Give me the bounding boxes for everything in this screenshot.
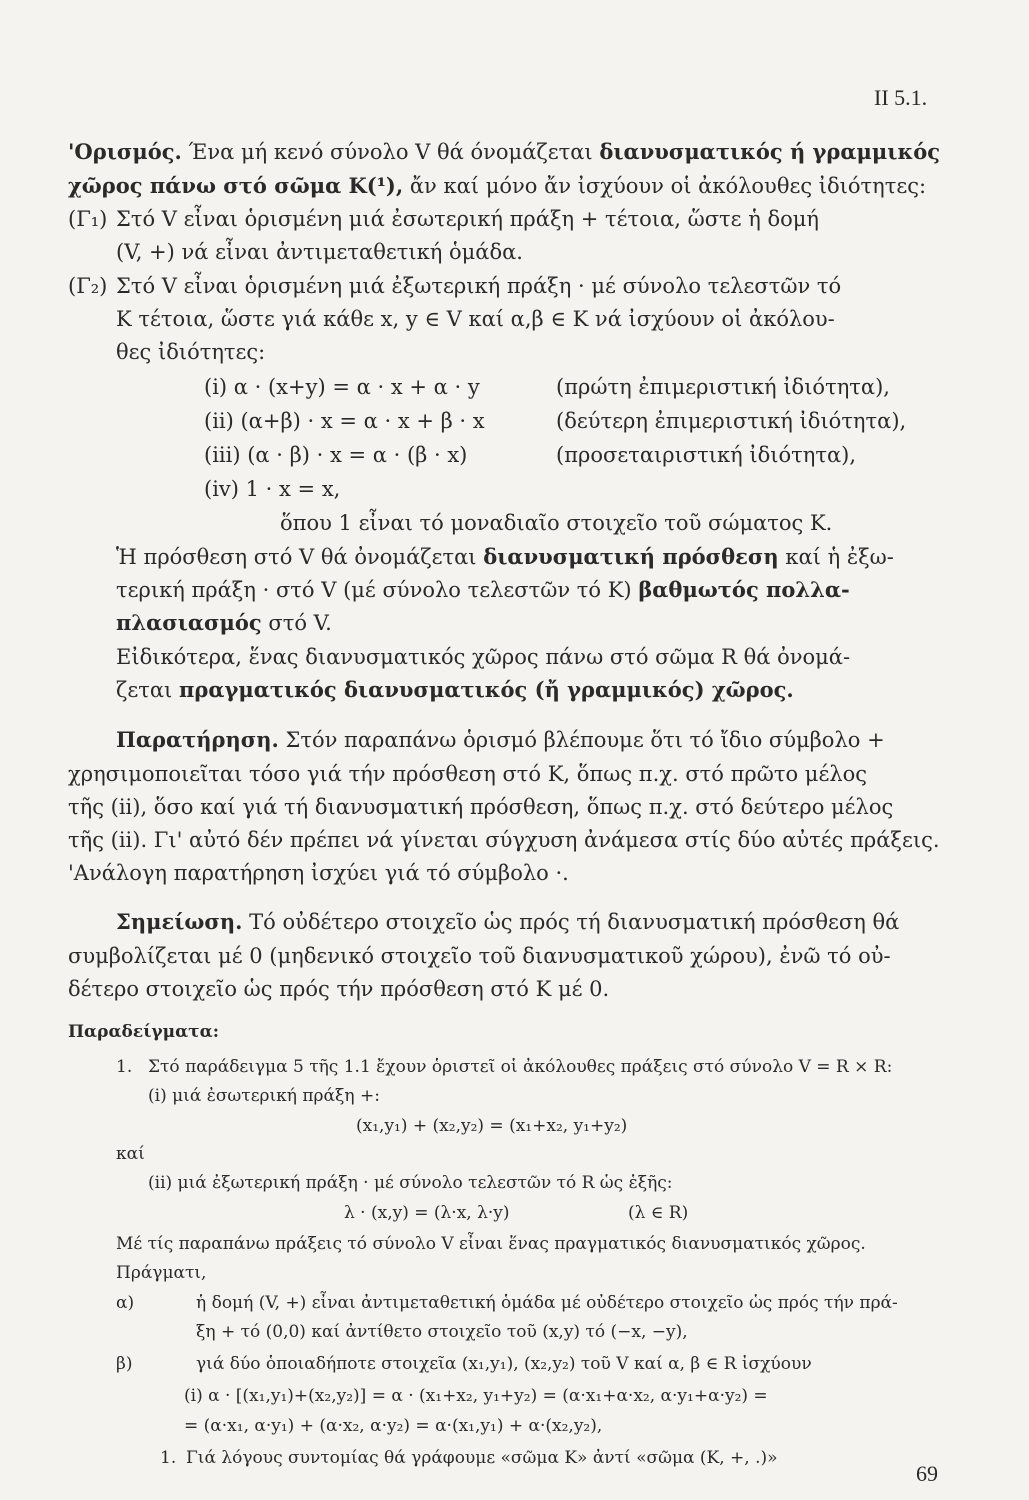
unit-note: ὅπου 1 εἶναι τό μοναδιαῖο στοιχεῖο τοῦ σώματος K. xyxy=(280,511,833,535)
term: βαθμωτός πολλα- xyxy=(638,577,850,602)
page-number: 69 xyxy=(916,1461,938,1486)
example-text: καί xyxy=(116,1144,145,1164)
remark-line: τῆς (ii). Γι' αὐτό δέν πρέπει νά γίνεται σύγχυση ἀνάμεσα στίς δύο αὐτές πράξεις. xyxy=(68,828,940,852)
property-g1-line: Στό V εἶναι ὁρισμένη μιά ἐσωτερική πράξη + τέτοια, ὥστε ἡ δομή xyxy=(116,207,819,231)
axiom-description: (προσεταιριστική ἰδιότητα), xyxy=(556,443,856,467)
item-line: ξη + τό (0,0) καί ἀντίθετο στοιχεῖο τοῦ (x,y) τό (−x, −y), xyxy=(196,1322,688,1342)
property-g2-line: K τέτοια, ὥστε γιά κάθε x, y ∈ V καί α,β ∈ K νά ἰσχύουν οἱ ἀκόλου- xyxy=(116,307,835,331)
examples-heading: Παραδείγματα: xyxy=(68,1022,219,1042)
vector-addition-line xyxy=(116,543,894,571)
real-space-line xyxy=(116,676,794,704)
definition-paragraph-line xyxy=(68,138,940,166)
example-condition: (λ ∈ R) xyxy=(628,1203,689,1223)
definition-term: διανυσματικός ή γραμμικός xyxy=(599,139,940,164)
axiom-formula: (i) α · (x+y) = α · x + α · y xyxy=(204,375,480,399)
definition-term: χῶρος πάνω στό σῶμα K(¹), xyxy=(68,173,404,198)
axiom-description: (πρώτη ἐπιμεριστική ἰδιότητα), xyxy=(556,375,890,399)
property-g1-label: (Γ₁) xyxy=(68,207,108,231)
section-number: II 5.1. xyxy=(874,85,928,110)
axiom-description: (δεύτερη ἐπιμεριστική ἰδιότητα), xyxy=(556,409,907,433)
example-formula: λ · (x,y) = (λ·x, λ·y) xyxy=(344,1203,510,1223)
example-text: Πράγματι, xyxy=(116,1263,207,1283)
axiom-formula: (iii) (α · β) · x = α · (β · x) xyxy=(204,443,468,467)
item-formula: = (α·x₁, α·y₁) + (α·x₂, α·y₂) = α·(x₁,y₁) + α·(x₂,y₂), xyxy=(184,1416,603,1436)
note-line xyxy=(116,908,899,936)
remark-line: τῆς (ii), ὅσο καί γιά τή διανυσματική πρόσθεση, ὅπως π.χ. στό δεύτερο μέλος xyxy=(68,795,894,819)
example-intro: Στό παράδειγμα 5 τῆς 1.1 ἔχουν ὁριστεῖ οἱ ἀκόλουθες πράξεις στό σύνολο V = R × R: xyxy=(148,1057,893,1077)
example-text: Μέ τίς παραπάνω πράξεις τό σύνολο V εἶναι ἕνας πραγματικός διανυσματικός χῶρος. xyxy=(116,1234,866,1254)
item-formula: (i) α · [(x₁,y₁)+(x₂,y₂)] = α · (x₁+x₂, y₁+y₂) = (α·x₁+α·x₂, α·y₁+α·y₂) = xyxy=(184,1386,768,1406)
property-g2-line: Στό V εἶναι ὁρισμένη μιά ἐξωτερική πράξη · μέ σύνολο τελεστῶν τό xyxy=(116,274,842,298)
property-g2-label: (Γ₂) xyxy=(68,274,108,298)
vector-addition-line xyxy=(116,576,850,604)
definition-text: Ένα μή κενό σύνολο V θά όνομάζεται xyxy=(188,140,593,164)
example-number: 1. xyxy=(116,1057,133,1077)
remark-line xyxy=(116,726,885,754)
item-label: α) xyxy=(116,1293,135,1313)
axiom-formula: (iv) 1 · x = x, xyxy=(204,477,341,501)
item-line: γιά δύο ὁποιαδήποτε στοιχεῖα (x₁,y₁), (x₂,y₂) τοῦ V καί α, β ∈ R ἰσχύουν xyxy=(196,1354,812,1374)
text: Τό οὐδέτερο στοιχεῖο ὡς πρός τή διανυσματική πρόσθεση θά xyxy=(249,910,900,934)
note-line: δέτερο στοιχεῖο ὡς πρός τήν πρόσθεση στό K μέ 0. xyxy=(68,977,610,1001)
example-formula: (x₁,y₁) + (x₂,y₂) = (x₁+x₂, y₁+y₂) xyxy=(356,1116,628,1136)
text: τερική πράξη · στό V (μέ σύνολο τελεστῶν τό K) xyxy=(116,578,632,602)
term: πλασιασμός xyxy=(116,610,262,635)
remark-line: 'Ανάλογη παρατήρηση ἰσχύει γιά τό σύμβολο ·. xyxy=(68,861,569,885)
example-operation: (i) μιά ἐσωτερική πράξη +: xyxy=(148,1086,380,1106)
text: ζεται xyxy=(116,678,173,702)
note-line: συμβολίζεται μέ 0 (μηδενικό στοιχεῖο τοῦ διανυσματικοῦ χώρου), ἐνῶ τό οὐ- xyxy=(68,944,891,968)
item-label: β) xyxy=(116,1354,133,1374)
axiom-formula: (ii) (α+β) · x = α · x + β · x xyxy=(204,409,485,433)
vector-addition-line xyxy=(116,609,332,637)
definition-text: ἄν καί μόνο ἄν ἰσχύουν οἱ ἀκόλουθες ἰδιότητες: xyxy=(409,174,927,198)
text: καί ἡ ἐξω- xyxy=(785,545,894,569)
footnote-number: 1. xyxy=(160,1448,177,1468)
real-space-line: Εἰδικότερα, ἕνας διανυσματικός χῶρος πάνω στό σῶμα R θά ὀνομά- xyxy=(116,645,851,669)
property-g1-line: (V, +) νά εἶναι ἀντιμεταθετική ὁμάδα. xyxy=(116,240,523,264)
example-operation: (ii) μιά ἐξωτερική πράξη · μέ σύνολο τελεστῶν τό R ὡς ἑξῆς: xyxy=(148,1173,673,1193)
text: Στόν παραπάνω ὁρισμό βλέπουμε ὅτι τό ἴδιο σύμβολο + xyxy=(285,728,885,752)
text: Ἡ πρόσθεση στό V θά ὀνομάζεται xyxy=(116,545,477,569)
term: διανυσματική πρόσθεση xyxy=(483,544,779,569)
remark-line: χρησιμοποιεῖται τόσο γιά τήν πρόσθεση στό K, ὅπως π.χ. στό πρῶτο μέλος xyxy=(68,762,868,786)
definition-paragraph-line xyxy=(68,172,926,200)
note-heading: Σημείωση. xyxy=(116,909,243,934)
definition-heading: 'Ορισμός. xyxy=(68,139,182,164)
item-line: ἡ δομή (V, +) εἶναι ἀντιμεταθετική ὁμάδα μέ οὐδέτερο στοιχεῖο ὡς πρός τήν πρά- xyxy=(196,1293,898,1313)
footnote-text: Γιά λόγους συντομίας θά γράφουμε «σῶμα K» ἀντί «σῶμα (K, +, .)» xyxy=(186,1448,778,1468)
text: στό V. xyxy=(268,611,332,635)
term: πραγματικός διανυσματικός (ἤ γραμμικός) χῶρος. xyxy=(178,677,794,702)
property-g2-line: θες ἰδιότητες: xyxy=(116,340,266,364)
remark-heading: Παρατήρηση. xyxy=(116,727,279,752)
